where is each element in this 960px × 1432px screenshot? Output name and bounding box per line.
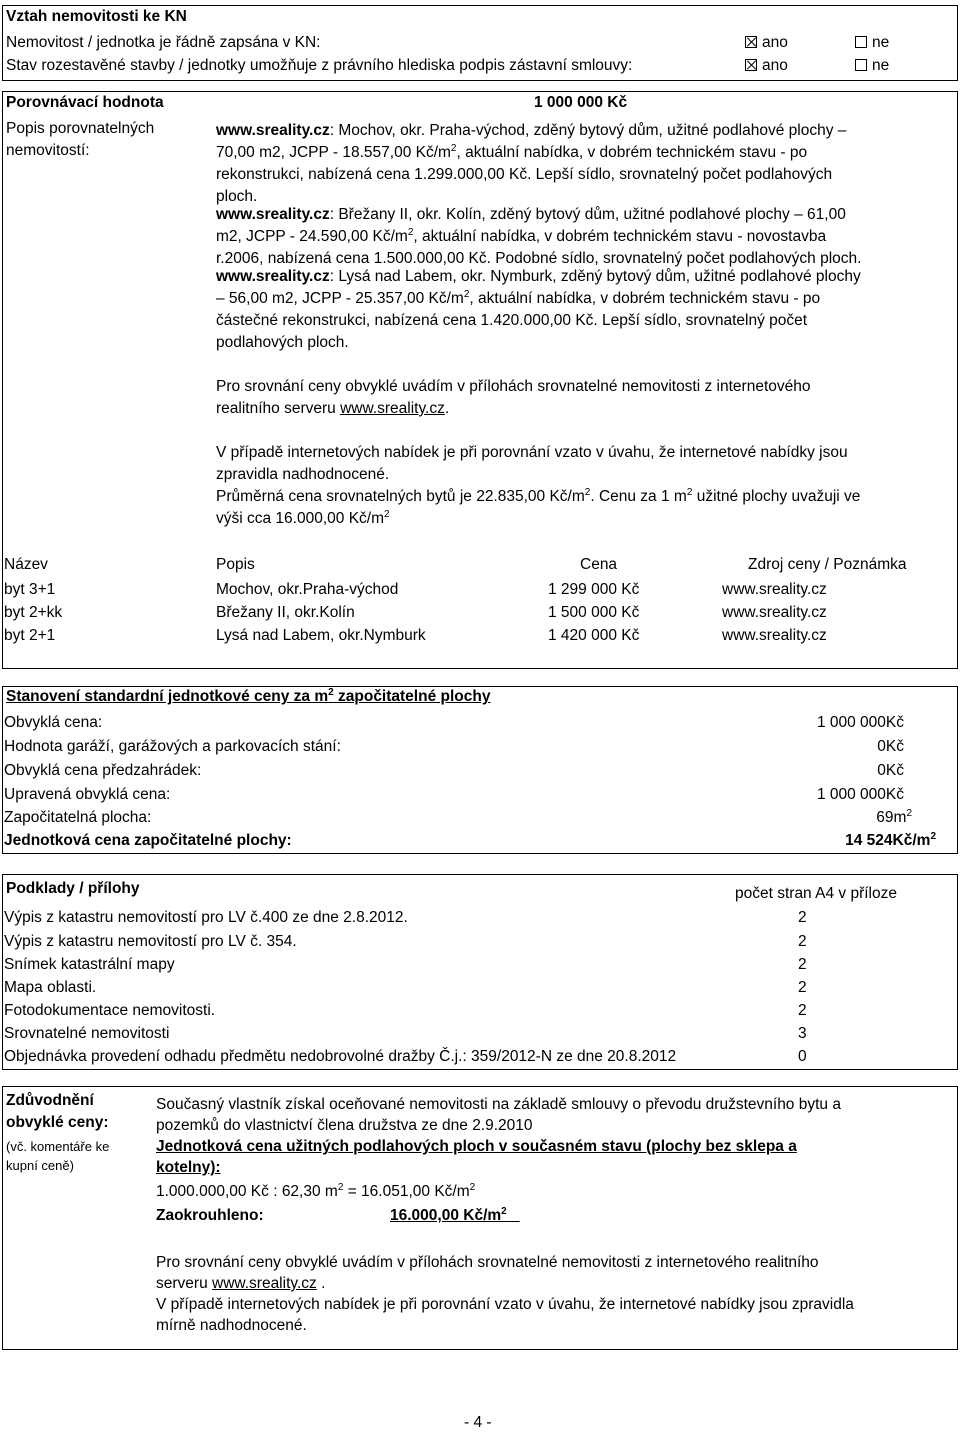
table-header-source: Zdroj ceny / Poznámka — [748, 556, 907, 573]
table-cell: www.sreality.cz — [722, 627, 827, 644]
kn-row1-no[interactable] — [855, 34, 889, 52]
unit-r3-label: Obvyklá cena předzahrádek: — [4, 762, 202, 779]
unchecked-box-icon[interactable] — [855, 59, 867, 71]
property-2-link[interactable]: www.sreality.cz — [216, 206, 330, 223]
table-cell: www.sreality.cz — [722, 581, 827, 598]
unchecked-box-icon[interactable] — [855, 36, 867, 48]
table-header-price: Cena — [580, 556, 618, 573]
table-cell: Mochov, okr.Praha-východ — [216, 581, 399, 598]
kn-row1-label: Nemovitost / jednotka je řádně zapsána v KN: — [6, 34, 321, 51]
compare-value: 1 000 000 Kč — [534, 94, 628, 111]
docs-heading: Podklady / přílohy — [6, 880, 140, 897]
docs-count-heading: počet stran A4 v příloze — [735, 885, 897, 902]
yes-label: ano — [762, 57, 788, 74]
table-cell: 1 500 000 Kč — [548, 604, 640, 621]
no-label: ne — [872, 34, 890, 51]
compare-label-1: Popis porovnatelných — [6, 120, 155, 137]
justification-label-3: (vč. komentáře ke — [6, 1139, 110, 1154]
property-1: www.sreality.cz: Mochov, okr. Praha-východ, zděný bytový dům, užitné podlahové plochy – 70,00 m2, JCPP - 18.557,00 $Kč/m^2$, aktuální nabídka, v dobrém technickém stavu - po rekonstrukci, nabízená cena 1.299.000,00 Kč. Lepší sídlo, srovnatelný počet podlahových ploch. — [216, 122, 847, 205]
property-1-link[interactable]: www.sreality.cz — [216, 122, 330, 139]
table-cell: Břežany II, okr.Kolín — [216, 604, 355, 621]
unit-r6-label: Jednotková cena započitatelné plochy: — [4, 832, 292, 849]
unit-r4-value: 1 000 000Kč — [816, 786, 904, 803]
kn-row1-yes[interactable] — [745, 34, 788, 52]
justification-label-1: Zdůvodnění — [6, 1092, 94, 1109]
unit-r3-value: 0Kč — [877, 762, 904, 779]
unit-r6-value: 14 $524Kč/m^2$ — [845, 831, 936, 849]
property-3: www.sreality.cz: Lysá nad Labem, okr. Nymburk, zděný bytový dům, užitné podlahové plochy – 56,00 m2, JCPP - 25.357,00 $Kč/m^2$, aktuální nabídka, v dobrém technickém stavu - po částečné rekonstrukci, nabízená cena 1.420.000,00 Kč. Lepší sídlo, srovnatelný počet podlahových ploch. — [216, 268, 861, 351]
table-cell: 1 420 000 Kč — [548, 627, 640, 644]
table-cell: Lysá nad Labem, okr.Nymburk — [216, 627, 426, 644]
yes-label: ano — [762, 34, 788, 51]
table-cell: byt 2+1 — [4, 627, 56, 644]
justification-label-2: obvyklé ceny: — [6, 1114, 109, 1131]
table-cell: byt 2+kk — [4, 604, 63, 621]
table-cell: www.sreality.cz — [722, 604, 827, 621]
table-cell: byt 3+1 — [4, 581, 56, 598]
unit-r2-label: Hodnota garáží, garážových a parkovacích stání: — [4, 738, 341, 755]
justification-label-4: kupní ceně) — [6, 1158, 74, 1173]
kn-row2-label: Stav rozestavěné stavby / jednotky umožňuje z právního hlediska podpis zástavní smlouvy: — [6, 57, 633, 74]
kn-row2-no[interactable] — [855, 57, 889, 75]
table-header-desc: Popis — [216, 556, 255, 573]
checked-box-icon[interactable] — [745, 59, 757, 71]
sreality-link[interactable]: www.sreality.cz — [340, 400, 445, 417]
compare-note-3: Průměrná cena srovnatelných bytů je 22.835,00 $Kč/m^2$. Cenu za 1 $m^2$ užitné plochy uvažuji ve výši cca 16.000,00 $Kč/m^2$ — [216, 487, 861, 527]
unit-r1-value: 1 000 000Kč — [816, 714, 904, 731]
page-number: - 4 - — [464, 1414, 492, 1431]
kn-title: Vztah nemovitosti ke KN — [6, 8, 187, 25]
unit-r2-value: 0Kč — [877, 738, 904, 755]
kn-row2-yes[interactable] — [745, 57, 788, 75]
unit-r5-value: $69m^2$ — [876, 808, 912, 826]
property-3-link[interactable]: www.sreality.cz — [216, 268, 330, 285]
compare-label-2: nemovitostí: — [6, 142, 90, 159]
compare-note-1: Pro srovnání ceny obvyklé uvádím v přílohách srovnatelné nemovitosti z internetového realitního serveru www.sreality.cz. — [216, 378, 811, 417]
justification-note-1: Pro srovnání ceny obvyklé uvádím v přílohách srovnatelné nemovitosti z internetového realitního serveru www.sreality.cz . V případě internetových nabídek je při porovnání vzato v úvahu, že internetové nabídky jsou zpravidla mírně nadhodnocené. — [156, 1254, 854, 1334]
justification-text: Současný vlastník získal oceňované nemovitosti na základě smlouvy o převodu družstevního bytu a pozemků do vlastnictví člena družstva ze dne 2.9.2010 Jednotková cena užitných podlahových ploch v současném stavu (plochy bez sklepa a kotelny): — [156, 1096, 841, 1176]
rounded-value: 16.000,00 $Kč/m^2$ — [390, 1206, 507, 1224]
no-label: ne — [872, 57, 890, 74]
unit-price-heading: Stanovení standardní jednotkové ceny za $m^2$ započitatelné plochy — [6, 687, 491, 705]
unit-r4-label: Upravená obvyklá cena: — [4, 786, 171, 803]
justification-calc: 1.000.000,00 Kč : 62,30 $m^2 = 16.051,00$ $Kč/m^2$ — [156, 1182, 476, 1200]
unit-r5-label: Započitatelná plocha: — [4, 809, 152, 826]
table-cell: 1 299 000 Kč — [548, 581, 640, 598]
property-2: www.sreality.cz: Břežany II, okr. Kolín, zděný bytový dům, užitné podlahové plochy – 61,00 m2, JCPP - 24.590,00 $Kč/m^2$, aktuální nabídka, v dobrém technickém stavu - novostavba r.2006, nabízená cena 1.500.000,00 Kč. Podobné sídlo, srovnatelný počet podlahových ploch. — [216, 206, 862, 267]
table-header-name: Název — [4, 556, 48, 573]
checked-box-icon[interactable] — [745, 36, 757, 48]
unit-r1-label: Obvyklá cena: — [4, 714, 103, 731]
compare-heading: Porovnávací hodnota — [6, 94, 164, 111]
sreality-link[interactable]: www.sreality.cz — [212, 1275, 317, 1292]
compare-note-2: V případě internetových nabídek je při porovnání vzato v úvahu, že internetové nabídky jsou zpravidla nadhodnocené. — [216, 444, 848, 483]
rounded-label: Zaokrouhleno: — [156, 1207, 264, 1224]
